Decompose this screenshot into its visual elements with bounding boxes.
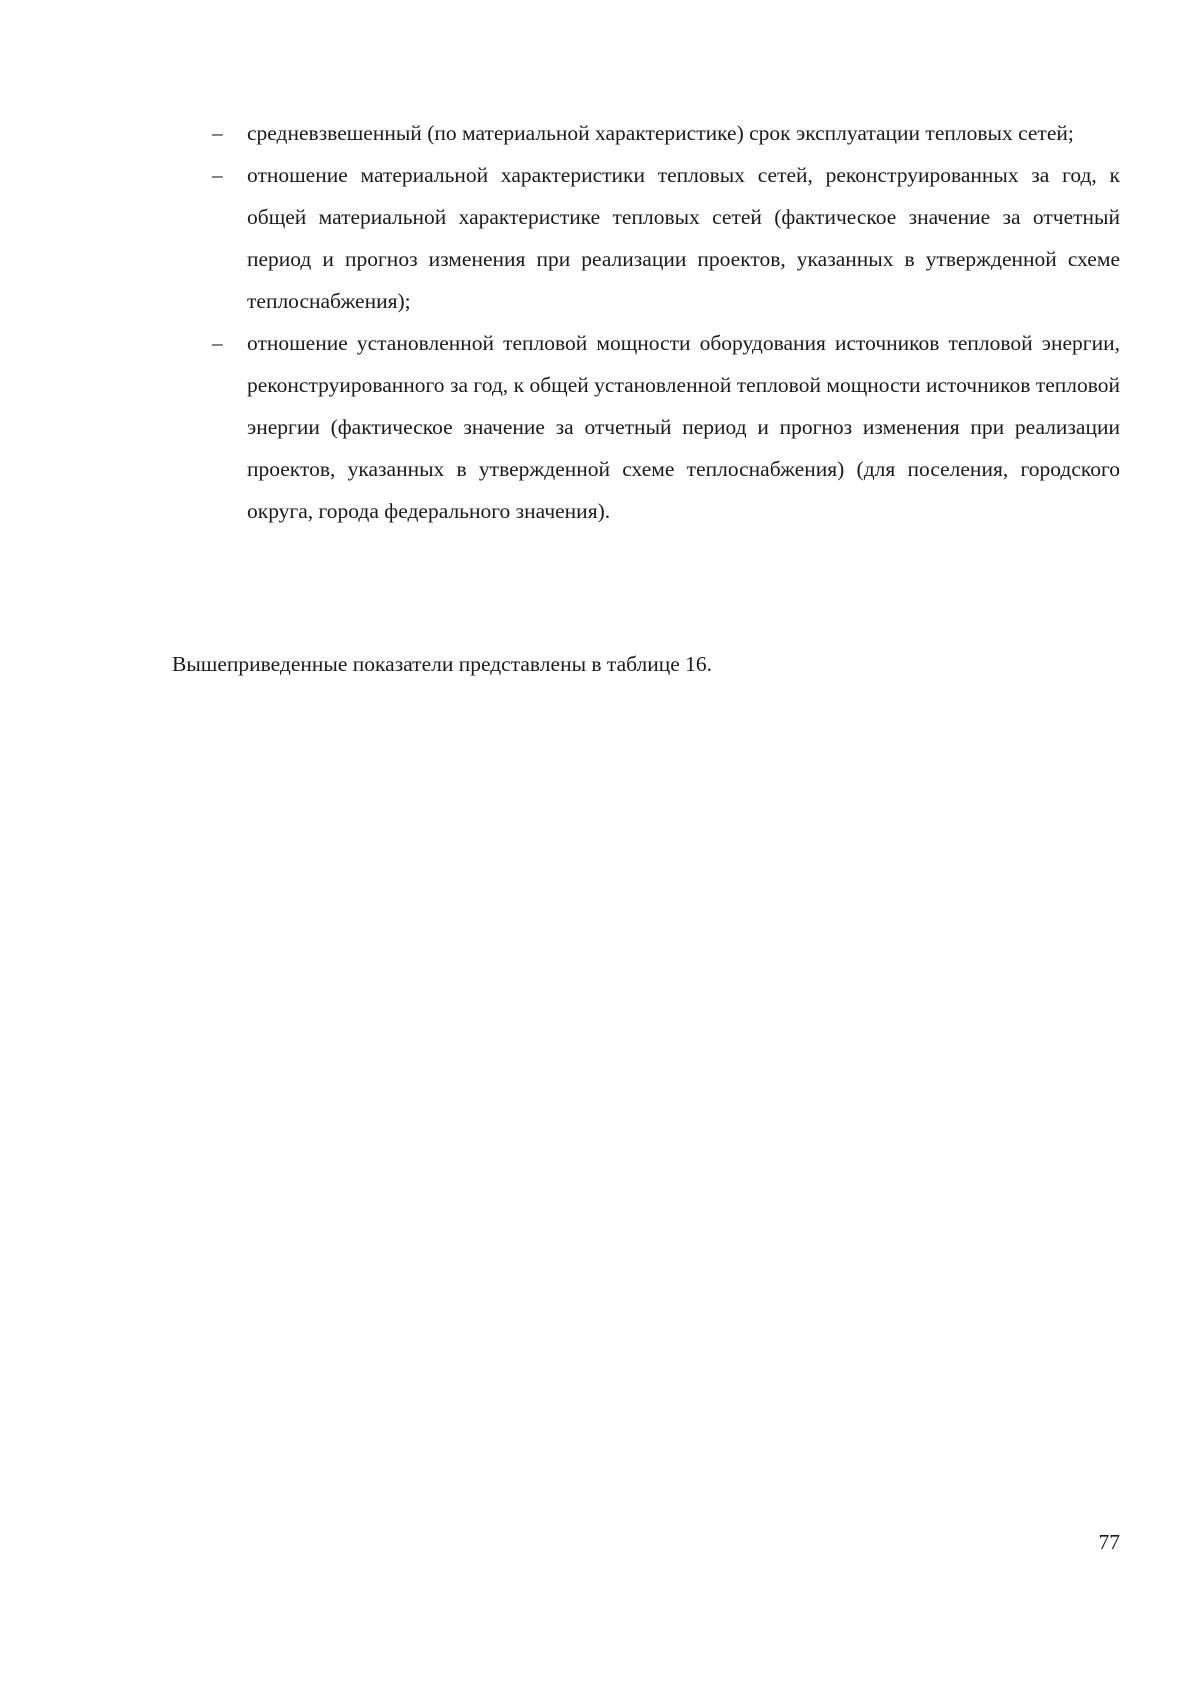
bullet-dash: – — [212, 121, 223, 145]
page-number: 77 — [1098, 1530, 1120, 1554]
bullet-dash: – — [212, 331, 223, 355]
closing-paragraph: Вышеприведенные показатели представлены в таблице 16. — [172, 652, 713, 676]
list-item-text: отношение материальной характеристики тепловых сетей, реконструированных за год, к общей материальной характеристике тепловых сетей (фактическое значение за отчетный период и прогноз изменения при реализации проектов, указанных в утвержденной схеме теплоснабжения); — [247, 163, 1120, 313]
list-item-text: средневзвешенный (по материальной характеристике) срок эксплуатации тепловых сетей; — [247, 121, 1074, 145]
list-item — [212, 322, 1120, 532]
indicator-list — [212, 112, 1120, 532]
list-item-text: отношение установленной тепловой мощности оборудования источников тепловой энергии, реконструированного за год, к общей установленной тепловой мощности источников тепловой энергии (фактическое значение за отчетный период и прогноз изменения при реализации проектов, указанных в утвержденной схеме теплоснабжения) (для поселения, городского округа, города федерального значения). — [247, 331, 1120, 523]
list-item — [212, 154, 1120, 322]
bullet-dash: – — [212, 163, 223, 187]
list-item — [212, 112, 1120, 154]
